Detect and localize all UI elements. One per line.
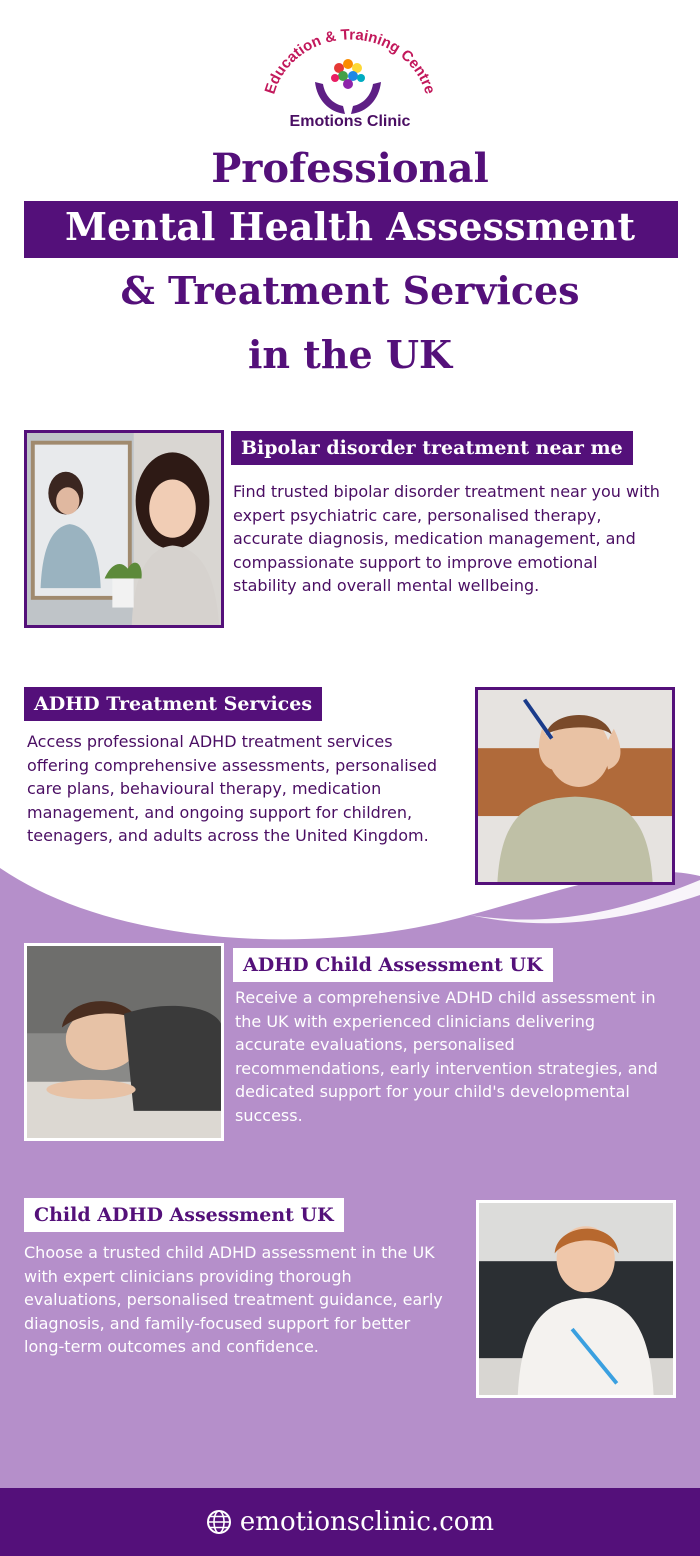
section-text-adhd-treatment: Access professional ADHD treatment services offering comprehensive assessments, personalised care plans, behavioural therapy, medication management, and ongoing support for children, teenagers, and adults across the United Kingdom. xyxy=(27,732,437,845)
headline-line-3: & Treatment Services xyxy=(120,268,580,313)
section-text-child-adhd: Choose a trusted child ADHD assessment in the UK with expert clinicians providing thorough evaluations, personalised treatment guidance, early diagnosis, and family-focused support for better long-term outcomes and confidence. xyxy=(24,1243,443,1356)
section-heading-bipolar: Bipolar disorder treatment near me xyxy=(231,431,633,465)
headline-line-1: Professional xyxy=(211,145,489,192)
logo-name: Emotions Clinic xyxy=(289,113,411,130)
footer-bar xyxy=(0,1488,700,1556)
footer-website-link[interactable]: emotionsclinic.com xyxy=(239,1507,495,1537)
section-heading-child-adhd: Child ADHD Assessment UK xyxy=(24,1198,344,1232)
hands-heart-icon xyxy=(315,59,381,114)
globe-icon xyxy=(206,1509,232,1535)
section-heading-adhd-treatment: ADHD Treatment Services xyxy=(24,687,322,721)
section-text-bipolar: Find trusted bipolar disorder treatment near you with expert psychiatric care, personalised therapy, accurate diagnosis, medication management, and compassionate support to improve emotional stability and overall mental wellbeing. xyxy=(233,482,660,595)
logo-arc-text: Education & Training Centre xyxy=(261,26,439,97)
section-heading-adhd-child: ADHD Child Assessment UK xyxy=(233,948,553,982)
headline-line-4: in the UK xyxy=(247,332,453,377)
child-adhd-photo xyxy=(476,1200,676,1398)
adhd-child-assessment-photo xyxy=(24,943,224,1141)
headline-line-2: Mental Health Assessment xyxy=(64,204,636,249)
adhd-treatment-photo xyxy=(475,687,675,885)
bipolar-photo xyxy=(24,430,224,628)
section-text-adhd-child: Receive a comprehensive ADHD child assessment in the UK with experienced clinicians delivering accurate evaluations, personalised recommendations, early intervention strategies, and dedicated support for your child's developmental success. xyxy=(235,988,658,1125)
